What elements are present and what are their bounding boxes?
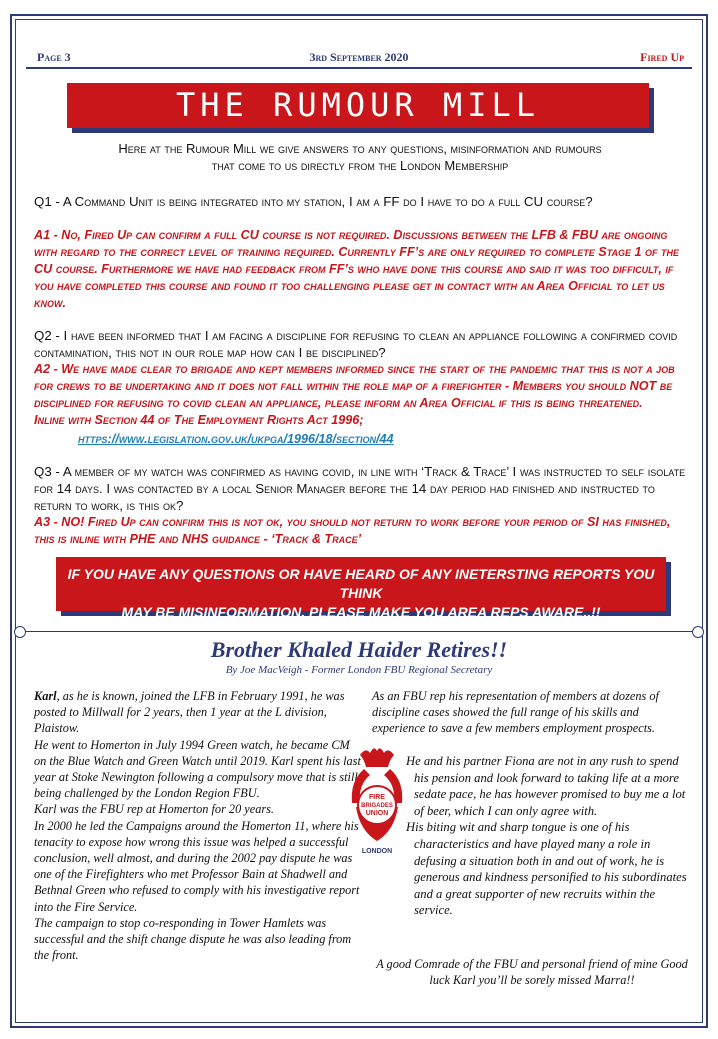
header-rule (26, 67, 692, 69)
publication-name: Fired Up (640, 50, 684, 64)
article-left-column (34, 688, 364, 963)
paragraph-3: Karl was the FBU rep at Homerton for 20 years. (34, 802, 275, 817)
logo-text-brigades: BRIGADES (361, 803, 393, 809)
logo-text-london: LONDON (361, 848, 393, 855)
legislation-link[interactable]: https://www.legislation.gov.uk/ukpga/1996/18/section/44 (78, 432, 394, 446)
answer-2 (34, 361, 688, 429)
intro-line-2: that come to us directly from the London Membership (211, 158, 509, 173)
paragraph-right-1: He and his partner Fiona are not in any rush to spend his pension and look forward to taking life at a more sedate pace, he has however promised to buy me a lot of beer, which I can only agree with. (406, 754, 686, 818)
alert-line-2: MAY BE MISINFORMATION, PLEASE MAKE YOU AREA REPS AWARE..!! (121, 604, 601, 620)
rumour-mill-banner (67, 83, 649, 128)
answer-2-law: Inline with Section 44 of The Employment Rights Act 1996; (34, 413, 364, 427)
alert-line-1: IF YOU HAVE ANY QUESTIONS OR HAVE HEARD OF ANY INETERSTING REPORTS YOU THINK (67, 566, 655, 601)
answer-2-text: A2 - We have made clear to brigade and kept members informed since the start of the pandemic that this is not a job for crews to be undertaking and it does not fall within the role map of a firefighter - Members you should NOT be disciplined for refusing to covid clean an appliance, please inform an Area Official if this is being threatened. (34, 362, 675, 410)
questions-alert-banner (56, 557, 666, 620)
answer-1: A1 - No, Fired Up can confirm a full CU course is not required. Discussions between the LFB & FBU are ongoing with regard to the correct level of training required. Currently FF’s are only required to complete Stage 1 of the CU course. Furthermore we have had feedback from FF’s who have done this course and said it was too difficult, if you have completed this course and found it too challenging please get in contact with an Area Official to let us know. (34, 228, 680, 310)
question-1: Q1 - A Command Unit is being integrated into my station, I am a FF do I have to do a full CU course? (34, 194, 593, 209)
paragraph-5: The campaign to stop co-responding in Tower Hamlets was successful and the shift change dispute he was also leading from the front. (34, 915, 352, 963)
page-number: Page 3 (37, 50, 71, 64)
issue-date: 3rd September 2020 (309, 50, 409, 64)
answer-3: A3 - NO! Fired Up can confirm this is not ok, you should not return to work before your period of SI has finished, this is inline with PHE and NHS guidance - ‘Track & Trace’ (34, 515, 671, 546)
question-3: Q3 - A member of my watch was confirmed as having covid, in line with ‘Track & Trace’ I was instructed to self isolate for 14 days. I was contacted by a local Senior Manager before the 14 day period had finished and instructed to return to work, is this ok? (34, 464, 686, 513)
paragraph-4: In 2000 he led the Campaigns around the Homerton 11, where his tenacity to expose how wrong this issue was helped a successful conclusion, well almost, and during the 2002 pay dispute he was one of the Firefighters who met Professor Bain at Shadwell and Bethnal Green who refused to comply with his investigative report into the Fire Service. (34, 818, 360, 914)
intro-line-1: Here at the Rumour Mill we give answers to any questions, misinformation and rumours (118, 141, 602, 156)
rumour-mill-intro (40, 140, 680, 174)
article-title: Brother Khaled Haider Retires!! (210, 637, 508, 662)
section-divider (22, 631, 698, 632)
rumour-mill-title: THE RUMOUR MILL (176, 86, 540, 124)
paragraph-1-text: , as he is known, joined the LFB in February 1991, he was posted to Millwall for 2 years, then 1 year at the L division, Plaistow. (34, 689, 345, 736)
question-2: Q2 - I have been informed that I am facing a discipline for refusing to clean an appliance following a confirmed covid contamination, this not in our role map how can I be disciplined? (34, 328, 678, 360)
article-closing: A good Comrade of the FBU and personal friend of mine Good luck Karl you’ll be sorely missed Marra!! (376, 957, 688, 988)
article-right-intro: As an FBU rep his representation of members at dozens of discipline cases showed the full range of his skills and experience to save a few members employment prospects. (372, 689, 659, 736)
logo-text-union: UNION (365, 810, 389, 817)
paragraph-right-2: His biting wit and sharp tongue is one of his characteristics and have played many a role in defusing a situation both in and out of work, he is generous and kindness personified to his subordinates and a great supporter of new recruits within the service. (406, 820, 687, 918)
article-byline: By Joe MacVeigh - Former London FBU Regional Secretary (225, 664, 493, 676)
paragraph-1 (34, 688, 364, 737)
alert-text (66, 565, 656, 622)
article-right-column (406, 753, 694, 919)
logo-text-fire: FIRE (369, 794, 385, 801)
paragraph-2: He went to Homerton in July 1994 Green watch, he became CM on the Blue Watch and Green Watch until 2019. Karl spent his last year at Stoke Newington following a compulsory move that is still being challenged by the London Region FBU. (34, 737, 361, 801)
fbu-logo-icon (348, 745, 406, 863)
name-karl: Karl (34, 689, 57, 703)
